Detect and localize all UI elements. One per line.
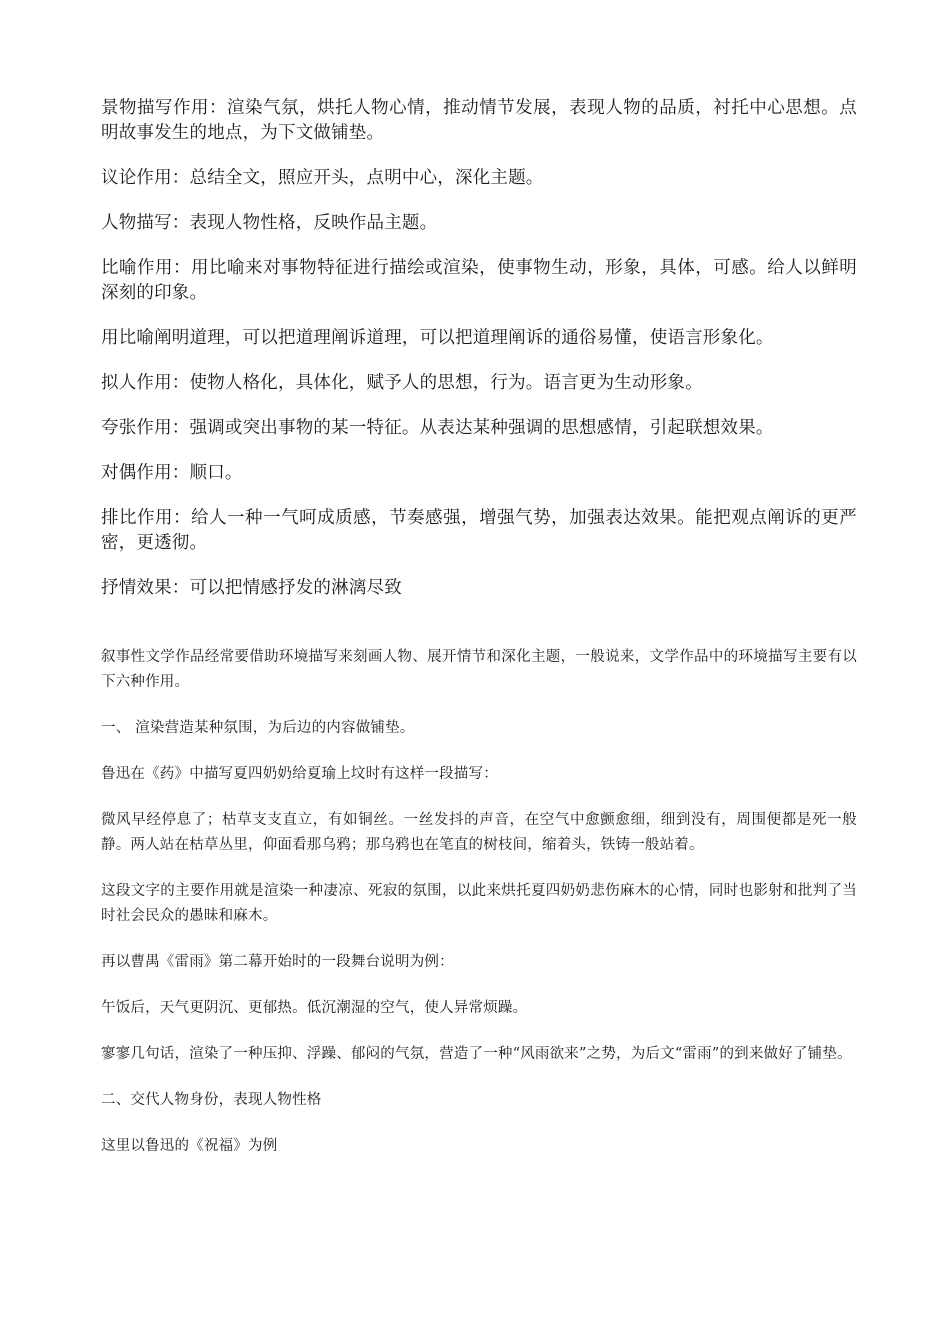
environment-description-section [101, 645, 857, 1159]
paragraph-metaphor: 比喻作用：用比喻来对事物特征进行描绘或渲染，使事物生动，形象，具体，可感。给人以鲜明深刻的印象。 [101, 258, 857, 303]
paragraph-example-blessing-intro: 这里以鲁迅的《祝福》为例 [101, 1138, 278, 1154]
paragraph-parallelism: 排比作用：给人一种一气呵成质感，节奏感强，增强气势，加强表达效果。能把观点阐诉的更严密，更透彻。 [101, 508, 857, 553]
paragraph-example-yao-quote: 微风早经停息了；枯草支支直立，有如铜丝。一丝发抖的声音，在空气中愈颤愈细，细到没有，周围便都是死一般静。两人站在枯草丛里，仰面看那乌鸦；那乌鸦也在笔直的树枝间，缩着头，铁铸一般站着。 [101, 812, 857, 853]
paragraph-example-thunderstorm-intro: 再以曹禺《雷雨》第二幕开始时的一段舞台说明为例： [101, 954, 454, 970]
paragraph-intro: 叙事性文学作品经常要借助环境描写来刻画人物、展开情节和深化主题，一般说来，文学作品中的环境描写主要有以下六种作用。 [101, 649, 857, 690]
document-page [101, 96, 857, 1180]
paragraph-example-thunderstorm-quote: 午饭后，天气更阴沉、更郁热。低沉潮湿的空气，使人异常烦躁。 [101, 1000, 528, 1016]
paragraph-example-thunderstorm-analysis: 寥寥几句话，渲染了一种压抑、浮躁、郁闷的气氛，营造了一种“风雨欲来”之势，为后文“雷雨”的到来做好了铺垫。 [101, 1046, 852, 1062]
paragraph-personification: 拟人作用：使物人格化，具体化，赋予人的思想，行为。语言更为生动形象。 [101, 373, 703, 393]
paragraph-lyric-effect: 抒情效果：可以把情感抒发的淋漓尽致 [101, 578, 402, 598]
section-heading-one: 一、 渲染营造某种氛围，为后边的内容做铺垫。 [101, 720, 415, 736]
section-heading-two: 二、交代人物身份，表现人物性格 [101, 1092, 322, 1108]
paragraph-antithesis: 对偶作用：顺口。 [101, 463, 243, 483]
paragraph-example-yao-intro: 鲁迅在《药》中描写夏四奶奶给夏瑜上坟时有这样一段描写： [101, 766, 498, 782]
paragraph-scenery-description: 景物描写作用：渲染气氛，烘托人物心情，推动情节发展，表现人物的品质，衬托中心思想。点明故事发生的地点，为下文做铺垫。 [101, 98, 857, 143]
paragraph-discussion: 议论作用：总结全文，照应开头，点明中心，深化主题。 [101, 168, 544, 188]
rhetoric-notes-section [101, 96, 857, 601]
paragraph-character-description: 人物描写：表现人物性格，反映作品主题。 [101, 213, 438, 233]
paragraph-metaphor-reasoning: 用比喻阐明道理，可以把道理阐诉道理，可以把道理阐诉的通俗易懂，使语言形象化。 [101, 328, 774, 348]
paragraph-example-yao-analysis: 这段文字的主要作用就是渲染一种凄凉、死寂的氛围，以此来烘托夏四奶奶悲伤麻木的心情，同时也影射和批判了当时社会民众的愚昧和麻木。 [101, 883, 857, 924]
paragraph-exaggeration: 夸张作用：强调或突出事物的某一特征。从表达某种强调的思想感情，引起联想效果。 [101, 418, 774, 438]
